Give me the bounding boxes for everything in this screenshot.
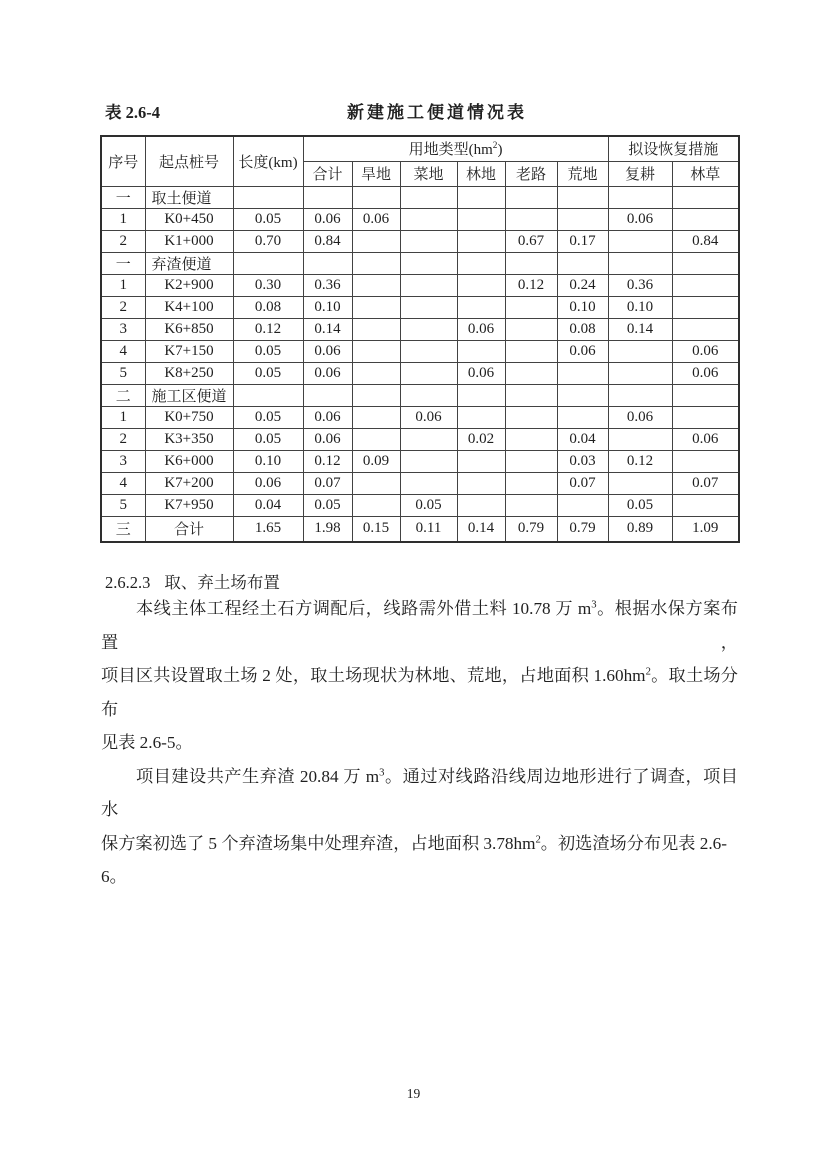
stake-cell: K1+000 (145, 230, 233, 252)
value-cell: 0.05 (400, 494, 457, 516)
header-sub-forestgrass: 林草 (672, 161, 739, 186)
serial-cell: 2 (101, 296, 145, 318)
value-cell (352, 472, 400, 494)
paragraph-1-line-3: 见表 2.6-5。 (101, 733, 193, 752)
value-cell (352, 252, 400, 274)
serial-cell: 3 (101, 450, 145, 472)
value-cell (505, 428, 557, 450)
value-cell: 0.06 (672, 428, 739, 450)
value-cell (505, 186, 557, 208)
serial-cell: 1 (101, 208, 145, 230)
serial-cell: 1 (101, 406, 145, 428)
value-cell: 0.06 (672, 362, 739, 384)
length-cell: 0.05 (233, 406, 303, 428)
value-cell (457, 252, 505, 274)
value-cell (557, 406, 608, 428)
section-row (101, 252, 739, 274)
value-cell (457, 208, 505, 230)
length-cell: 0.04 (233, 494, 303, 516)
data-row (101, 494, 739, 516)
value-cell: 0.17 (557, 230, 608, 252)
serial-cell: 5 (101, 362, 145, 384)
value-cell: 0.06 (303, 208, 352, 230)
value-cell (400, 186, 457, 208)
section-heading-number: 2.6.2.3 (105, 573, 151, 592)
value-cell (505, 208, 557, 230)
length-cell (233, 384, 303, 406)
paragraph-2-line-1: 项目建设共产生弃渣 20.84 万 $m^3$。通过对线路沿线周边地形进行了调查，项目水 (101, 766, 738, 819)
length-cell: 0.05 (233, 340, 303, 362)
stake-cell: K6+850 (145, 318, 233, 340)
header-stake: 起点桩号 (145, 136, 233, 186)
value-cell: 0.08 (557, 318, 608, 340)
value-cell (608, 186, 672, 208)
value-cell (400, 208, 457, 230)
value-cell (608, 252, 672, 274)
value-cell (457, 450, 505, 472)
paragraph-1-line-1: 本线主体工程经土石方调配后，线路需外借土料 10.78 万 $m^3$。根据水保方案布置， (101, 599, 738, 652)
value-cell: 0.84 (672, 230, 739, 252)
category-cell: 取土便道 (145, 186, 233, 208)
value-cell: 1.09 (672, 516, 739, 542)
value-cell: 0.10 (608, 296, 672, 318)
value-cell (352, 318, 400, 340)
value-cell: 0.07 (557, 472, 608, 494)
value-cell: 0.06 (303, 406, 352, 428)
value-cell (400, 296, 457, 318)
value-cell: 0.84 (303, 230, 352, 252)
value-cell (557, 208, 608, 230)
total-row (101, 516, 739, 542)
length-cell: 0.10 (233, 450, 303, 472)
category-cell: 施工区便道 (145, 384, 233, 406)
length-cell: 0.05 (233, 428, 303, 450)
value-cell: 0.06 (303, 340, 352, 362)
value-cell: 0.02 (457, 428, 505, 450)
header-sub-refarm: 复耕 (608, 161, 672, 186)
data-row (101, 406, 739, 428)
value-cell (557, 384, 608, 406)
data-row (101, 340, 739, 362)
value-cell (672, 406, 739, 428)
value-cell (352, 362, 400, 384)
value-cell (608, 384, 672, 406)
value-cell: 0.03 (557, 450, 608, 472)
body-text (101, 592, 738, 894)
value-cell (352, 384, 400, 406)
value-cell (400, 450, 457, 472)
construction-road-table (100, 135, 740, 543)
length-cell: 0.70 (233, 230, 303, 252)
value-cell (505, 296, 557, 318)
serial-cell: 一 (101, 186, 145, 208)
value-cell (400, 274, 457, 296)
length-cell (233, 252, 303, 274)
value-cell: 0.06 (352, 208, 400, 230)
data-row (101, 208, 739, 230)
value-cell (505, 450, 557, 472)
value-cell (672, 318, 739, 340)
stake-cell: K0+750 (145, 406, 233, 428)
header-sub-oldroad: 老路 (505, 161, 557, 186)
value-cell: 0.14 (303, 318, 352, 340)
category-cell: 合计 (145, 516, 233, 542)
value-cell: 0.67 (505, 230, 557, 252)
length-cell: 0.30 (233, 274, 303, 296)
value-cell (672, 450, 739, 472)
value-cell: 0.05 (608, 494, 672, 516)
value-cell (352, 186, 400, 208)
value-cell: 0.06 (608, 208, 672, 230)
serial-cell: 1 (101, 274, 145, 296)
stake-cell: K6+000 (145, 450, 233, 472)
value-cell (303, 384, 352, 406)
value-cell (400, 384, 457, 406)
value-cell (400, 362, 457, 384)
length-cell (233, 186, 303, 208)
value-cell: 0.10 (557, 296, 608, 318)
value-cell: 0.12 (303, 450, 352, 472)
header-row-groups (101, 136, 739, 161)
value-cell (352, 340, 400, 362)
value-cell: 0.06 (457, 362, 505, 384)
header-sub-vegetable: 菜地 (400, 161, 457, 186)
value-cell (303, 252, 352, 274)
value-cell: 0.14 (457, 516, 505, 542)
value-cell (457, 406, 505, 428)
value-cell: 0.79 (505, 516, 557, 542)
value-cell (352, 274, 400, 296)
table-header (101, 136, 739, 186)
value-cell: 0.79 (557, 516, 608, 542)
value-cell (457, 472, 505, 494)
page-number: 19 (406, 1086, 421, 1101)
value-cell (505, 406, 557, 428)
value-cell (672, 186, 739, 208)
length-cell: 0.06 (233, 472, 303, 494)
value-cell: 0.06 (400, 406, 457, 428)
paragraph-1-line-2: 项目区共设置取土场 2 处，取土场现状为林地、荒地，占地面积 $1.60hm^2$。取土场分布 (101, 666, 738, 719)
value-cell (505, 318, 557, 340)
stake-cell: K0+450 (145, 208, 233, 230)
serial-cell: 一 (101, 252, 145, 274)
header-land-use-group: 用地类型$(hm^2)$ (303, 136, 608, 161)
data-row (101, 472, 739, 494)
value-cell (457, 494, 505, 516)
value-cell (400, 318, 457, 340)
value-cell (457, 186, 505, 208)
length-cell: 0.05 (233, 362, 303, 384)
stake-cell: K4+100 (145, 296, 233, 318)
value-cell (457, 274, 505, 296)
value-cell: 0.09 (352, 450, 400, 472)
value-cell (672, 208, 739, 230)
length-cell: 0.08 (233, 296, 303, 318)
value-cell (505, 494, 557, 516)
value-cell: 0.06 (557, 340, 608, 362)
section-heading (105, 569, 280, 593)
value-cell: 0.36 (303, 274, 352, 296)
value-cell: 0.06 (303, 428, 352, 450)
value-cell: 0.05 (303, 494, 352, 516)
value-cell (672, 494, 739, 516)
value-cell (672, 296, 739, 318)
header-sub-forest: 林地 (457, 161, 505, 186)
value-cell (400, 428, 457, 450)
value-cell: 0.89 (608, 516, 672, 542)
data-row (101, 296, 739, 318)
value-cell (400, 340, 457, 362)
category-cell: 弃渣便道 (145, 252, 233, 274)
paragraph-2-line-2: 保方案初选了 5 个弃渣场集中处理弃渣，占地面积 $3.78hm^2$。初选渣场分布见表 2.6-6。 (101, 833, 727, 886)
value-cell: 0.24 (557, 274, 608, 296)
value-cell (557, 252, 608, 274)
serial-cell: 3 (101, 318, 145, 340)
data-row (101, 230, 739, 252)
serial-cell: 4 (101, 472, 145, 494)
value-cell: 0.11 (400, 516, 457, 542)
section-heading-text: 取、弃土场布置 (164, 573, 280, 592)
table-label: 表 2.6-4 (105, 103, 160, 122)
header-sub-total: 合计 (303, 161, 352, 186)
value-cell: 0.12 (608, 450, 672, 472)
table-title: 新建施工便道情况表 (347, 103, 527, 122)
value-cell (608, 230, 672, 252)
value-cell: 0.06 (457, 318, 505, 340)
stake-cell: K8+250 (145, 362, 233, 384)
value-cell: 0.06 (672, 340, 739, 362)
value-cell: 0.14 (608, 318, 672, 340)
serial-cell: 4 (101, 340, 145, 362)
value-cell (303, 186, 352, 208)
value-cell (608, 472, 672, 494)
length-cell: 0.05 (233, 208, 303, 230)
stake-cell: K7+950 (145, 494, 233, 516)
value-cell: 0.07 (672, 472, 739, 494)
value-cell (672, 384, 739, 406)
value-cell (505, 340, 557, 362)
value-cell: 1.98 (303, 516, 352, 542)
serial-cell: 5 (101, 494, 145, 516)
data-row (101, 274, 739, 296)
value-cell: 0.12 (505, 274, 557, 296)
value-cell (400, 230, 457, 252)
value-cell: 0.15 (352, 516, 400, 542)
header-sub-wasteland: 荒地 (557, 161, 608, 186)
value-cell (352, 230, 400, 252)
value-cell (505, 252, 557, 274)
value-cell: 0.06 (303, 362, 352, 384)
value-cell (557, 362, 608, 384)
section-row (101, 384, 739, 406)
length-cell: 1.65 (233, 516, 303, 542)
table-body (101, 186, 739, 542)
value-cell (672, 252, 739, 274)
value-cell: 0.36 (608, 274, 672, 296)
header-serial: 序号 (101, 136, 145, 186)
header-restore-group: 拟设恢复措施 (608, 136, 739, 161)
value-cell (352, 406, 400, 428)
serial-cell: 二 (101, 384, 145, 406)
serial-cell: 2 (101, 230, 145, 252)
value-cell (505, 362, 557, 384)
section-row (101, 186, 739, 208)
value-cell: 0.04 (557, 428, 608, 450)
data-row (101, 362, 739, 384)
value-cell (400, 252, 457, 274)
data-row (101, 428, 739, 450)
stake-cell: K3+350 (145, 428, 233, 450)
value-cell (457, 230, 505, 252)
value-cell (400, 472, 457, 494)
value-cell (352, 494, 400, 516)
value-cell (608, 428, 672, 450)
serial-cell: 2 (101, 428, 145, 450)
length-cell: 0.12 (233, 318, 303, 340)
data-row (101, 450, 739, 472)
value-cell (672, 274, 739, 296)
value-cell (457, 296, 505, 318)
value-cell (557, 494, 608, 516)
stake-cell: K7+150 (145, 340, 233, 362)
value-cell (505, 384, 557, 406)
value-cell: 0.07 (303, 472, 352, 494)
value-cell: 0.06 (608, 406, 672, 428)
data-row (101, 318, 739, 340)
value-cell (457, 340, 505, 362)
value-cell: 0.10 (303, 296, 352, 318)
header-length: 长度(km) (233, 136, 303, 186)
stake-cell: K7+200 (145, 472, 233, 494)
value-cell (505, 472, 557, 494)
value-cell (608, 362, 672, 384)
header-sub-dryland: 旱地 (352, 161, 400, 186)
value-cell (352, 428, 400, 450)
value-cell (352, 296, 400, 318)
value-cell (557, 186, 608, 208)
value-cell (457, 384, 505, 406)
value-cell (608, 340, 672, 362)
serial-cell: 三 (101, 516, 145, 542)
stake-cell: K2+900 (145, 274, 233, 296)
